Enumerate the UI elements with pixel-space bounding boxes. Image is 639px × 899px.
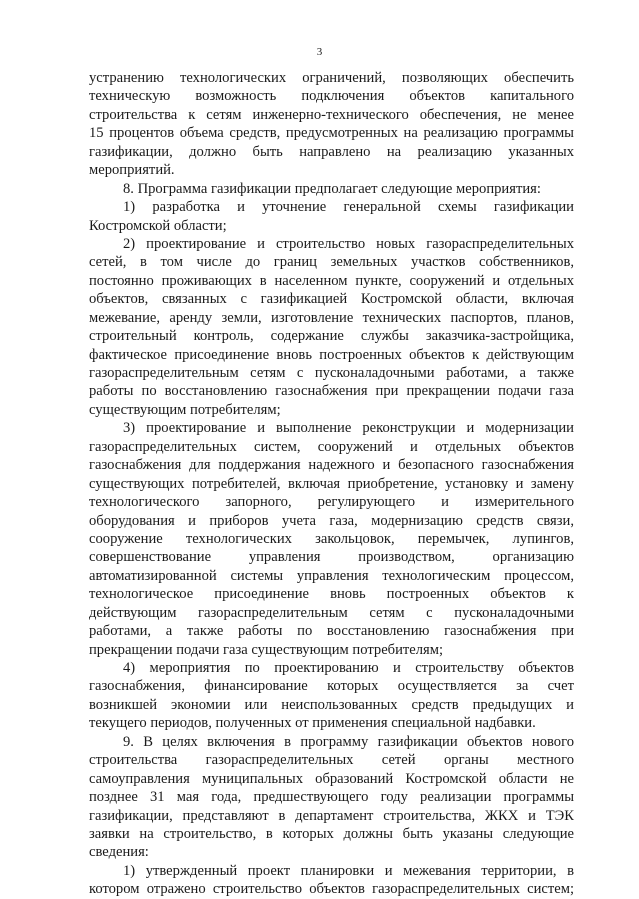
text-line: технологического запорного, регулирующего и измерительного — [89, 494, 574, 511]
text-line: строительства газораспределительных сетей органы местного — [89, 752, 574, 769]
text-line: межевание, аренду земли, изготовление технических паспортов, планов, — [89, 309, 574, 326]
text-line: сведения: — [89, 844, 149, 861]
text-line: газораспределительным сетям с пусконаладочными работами, а также — [89, 365, 574, 381]
text-line: 2) проектирование и строительство новых газораспределительных — [123, 235, 574, 252]
text-line: устранению технологических ограничений, позволяющих обеспечить — [89, 70, 574, 86]
text-line: работами, а также работы по восстановлению газоснабжения при — [89, 623, 574, 640]
text-line: 15 процентов объема средств, предусмотренных на реализацию программы — [89, 125, 574, 142]
text-line: прекращении подачи газа существующим потребителям; — [89, 641, 444, 658]
text-line: 4) мероприятия по проектированию и строительству объектов — [123, 660, 574, 676]
text-line: оборудования и приборов учета газа, модернизацию средств связи, — [89, 512, 574, 529]
text-line: газоснабжения для поддержания надежного и безопасного газоснабжения — [89, 457, 574, 474]
text-line: Костромской области; — [89, 217, 227, 234]
text-line: мероприятий. — [89, 162, 175, 179]
text-line: существующим потребителям; — [89, 401, 281, 418]
text-line: газификации, представляют в департамент строительства, ЖКХ и ТЭК — [89, 807, 574, 824]
text-line: газоснабжения, финансирование которых осуществляется за счет — [89, 678, 574, 695]
text-line: заявки на строительство, в которых должны быть указаны следующие — [89, 825, 574, 842]
text-line: 1) утвержденный проект планировки и межевания территории, в — [123, 862, 574, 879]
text-line: позднее 31 мая года, предшествующего году реализации программы — [89, 789, 574, 806]
text-line: сооружение технологических закольцовок, перемычек, лупингов, — [89, 530, 574, 547]
text-line: котором отражено строительство объектов газораспределительных систем; — [89, 881, 574, 898]
text-line: технологическое присоединение вновь построенных объектов к — [89, 586, 574, 603]
document-body-text — [89, 69, 574, 899]
text-line: самоуправления муниципальных образований Костромской области не — [89, 770, 574, 787]
text-line: фактическое присоединение вновь построенных объектов к действующим — [89, 346, 574, 363]
text-line: газификации, должно быть направлено на реализацию указанных — [89, 143, 574, 160]
text-line: возникшей экономии или неиспользованных средств предыдущих и — [89, 696, 574, 713]
text-line: сетей, в том числе до границ земельных участков собственников, — [89, 254, 574, 271]
text-line: 3) проектирование и выполнение реконструкции и модернизации — [123, 420, 574, 437]
text-line: техническую возможность подключения объектов капитального — [89, 88, 574, 105]
text-line: строительный контроль, содержание службы заказчика-застройщика, — [89, 328, 574, 345]
text-line: 8. Программа газификации предполагает следующие мероприятия: — [123, 180, 541, 197]
text-line: текущего периодов, полученных от применения специальной надбавки. — [89, 715, 536, 732]
text-line: автоматизированной системы управления технологическим процессом, — [89, 567, 574, 584]
text-line: 1) разработка и уточнение генеральной схемы газификации — [123, 199, 574, 216]
text-line: совершенствование управления производством, организацию — [89, 549, 574, 566]
text-line: газораспределительных систем, сооружений и отдельных объектов — [89, 438, 574, 455]
text-line: объектов, связанных с газификацией Костромской области, включая — [89, 291, 574, 308]
text-line: 9. В целях включения в программу газификации объектов нового — [123, 733, 574, 750]
text-line: строительства к сетям инженерно-технического обеспечения, не менее — [89, 106, 574, 123]
text-line: существующих потребителей, включая приобретение, установку и замену — [89, 475, 574, 492]
text-line: постоянно проживающих в населенном пункте, сооружений и отдельных — [89, 272, 574, 289]
text-line: действующим газораспределительным сетям с пусконаладочными — [89, 604, 574, 621]
text-line: работы по восстановлению газоснабжения при прекращении подачи газа — [89, 383, 574, 400]
page-number: 3 — [316, 46, 323, 58]
